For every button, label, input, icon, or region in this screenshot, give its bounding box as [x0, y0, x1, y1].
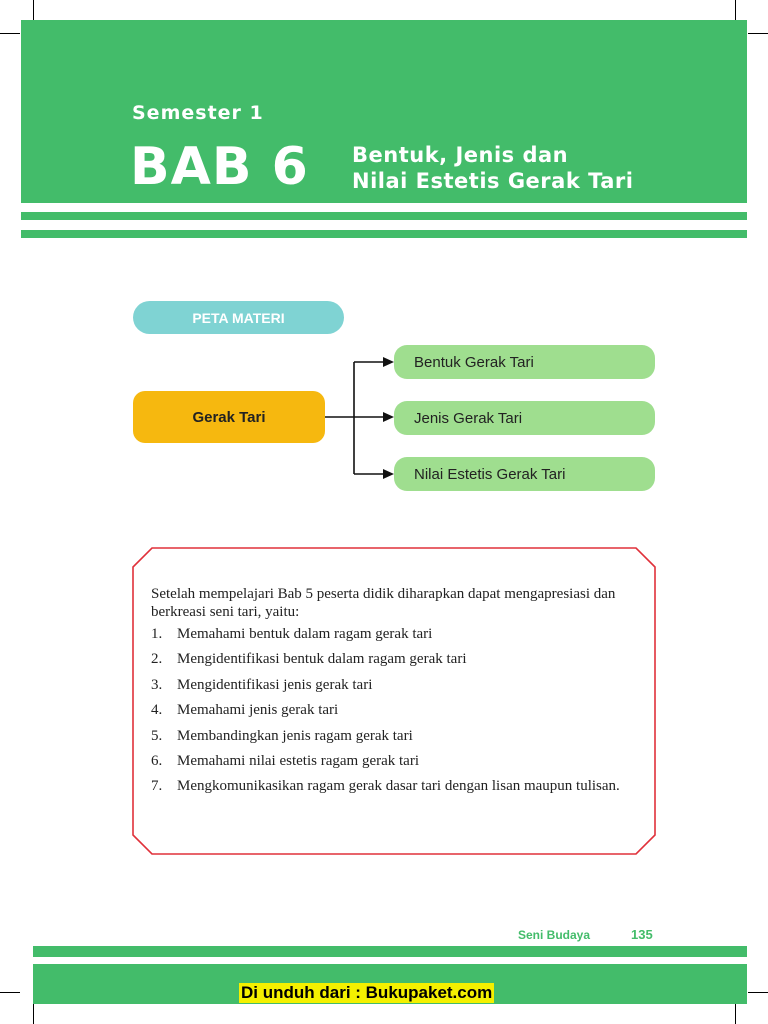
- concept-connector-lines: [320, 340, 400, 490]
- list-item: [151, 777, 648, 795]
- header-stripe: [21, 230, 747, 238]
- objectives-list: [151, 625, 648, 795]
- crop-mark: [748, 33, 768, 34]
- semester-label: Semester 1: [132, 102, 264, 124]
- crop-mark: [33, 0, 34, 20]
- list-item-number: 4.: [151, 702, 163, 719]
- header-stripe: [21, 212, 747, 220]
- crop-mark: [0, 33, 20, 34]
- list-item-text: Membandingkan jenis ragam gerak tari: [177, 727, 413, 744]
- crop-mark: [33, 1004, 34, 1024]
- list-item: [151, 727, 648, 745]
- crop-mark: [748, 992, 768, 993]
- crop-mark: [735, 0, 736, 20]
- list-item-number: 3.: [151, 676, 163, 693]
- list-item-number: 6.: [151, 752, 163, 769]
- chapter-number: BAB 6: [130, 137, 309, 197]
- page-number: 135: [631, 927, 653, 942]
- download-source-note: Di unduh dari : Bukupaket.com: [241, 983, 493, 1002]
- crop-mark: [735, 1004, 736, 1024]
- list-item-text: Memahami bentuk dalam ragam gerak tari: [177, 626, 433, 642]
- arrowhead-icon: [383, 412, 394, 422]
- list-item-text: Memahami jenis gerak tari: [177, 702, 339, 719]
- chapter-title-line-1: Bentuk, Jenis dan: [352, 143, 569, 167]
- concept-branch-jenis: Jenis Gerak Tari: [394, 401, 655, 435]
- list-item-text: Mengidentifikasi bentuk dalam ragam gerak tari: [177, 651, 467, 668]
- footer-stripe: [33, 946, 747, 957]
- chapter-title-line-2: Nilai Estetis Gerak Tari: [352, 169, 634, 193]
- chapter-title: [352, 142, 633, 194]
- list-item-number: 5.: [151, 727, 163, 744]
- list-item-text: Mengkomunikasikan ragam gerak dasar tari dengan lisan maupun tulisan.: [177, 778, 620, 795]
- arrowhead-icon: [383, 469, 394, 479]
- list-item: [151, 701, 648, 719]
- concept-branch-bentuk: Bentuk Gerak Tari: [394, 345, 655, 379]
- crop-mark: [0, 992, 20, 993]
- list-item-number: 2.: [151, 651, 163, 668]
- list-item-number: 1.: [151, 626, 163, 642]
- objectives-intro: Setelah mempelajari Bab 5 peserta didik diharapkan dapat mengapresiasi dan berkreasi seni tari, yaitu:: [151, 586, 616, 620]
- concept-center-node: Gerak Tari: [133, 391, 325, 443]
- arrowhead-icon: [383, 357, 394, 367]
- list-item-text: Memahami nilai estetis ragam gerak tari: [177, 752, 419, 769]
- objectives-content: [151, 585, 648, 803]
- concept-map-heading: PETA MATERI: [133, 301, 344, 334]
- book-title: Seni Budaya: [518, 928, 591, 942]
- list-item: [151, 752, 648, 770]
- list-item: [151, 625, 648, 643]
- concept-branch-nilai-estetis: Nilai Estetis Gerak Tari: [394, 457, 655, 491]
- list-item: [151, 650, 648, 668]
- list-item: [151, 676, 648, 694]
- list-item-text: Mengidentifikasi jenis gerak tari: [177, 676, 373, 693]
- list-item-number: 7.: [151, 778, 163, 795]
